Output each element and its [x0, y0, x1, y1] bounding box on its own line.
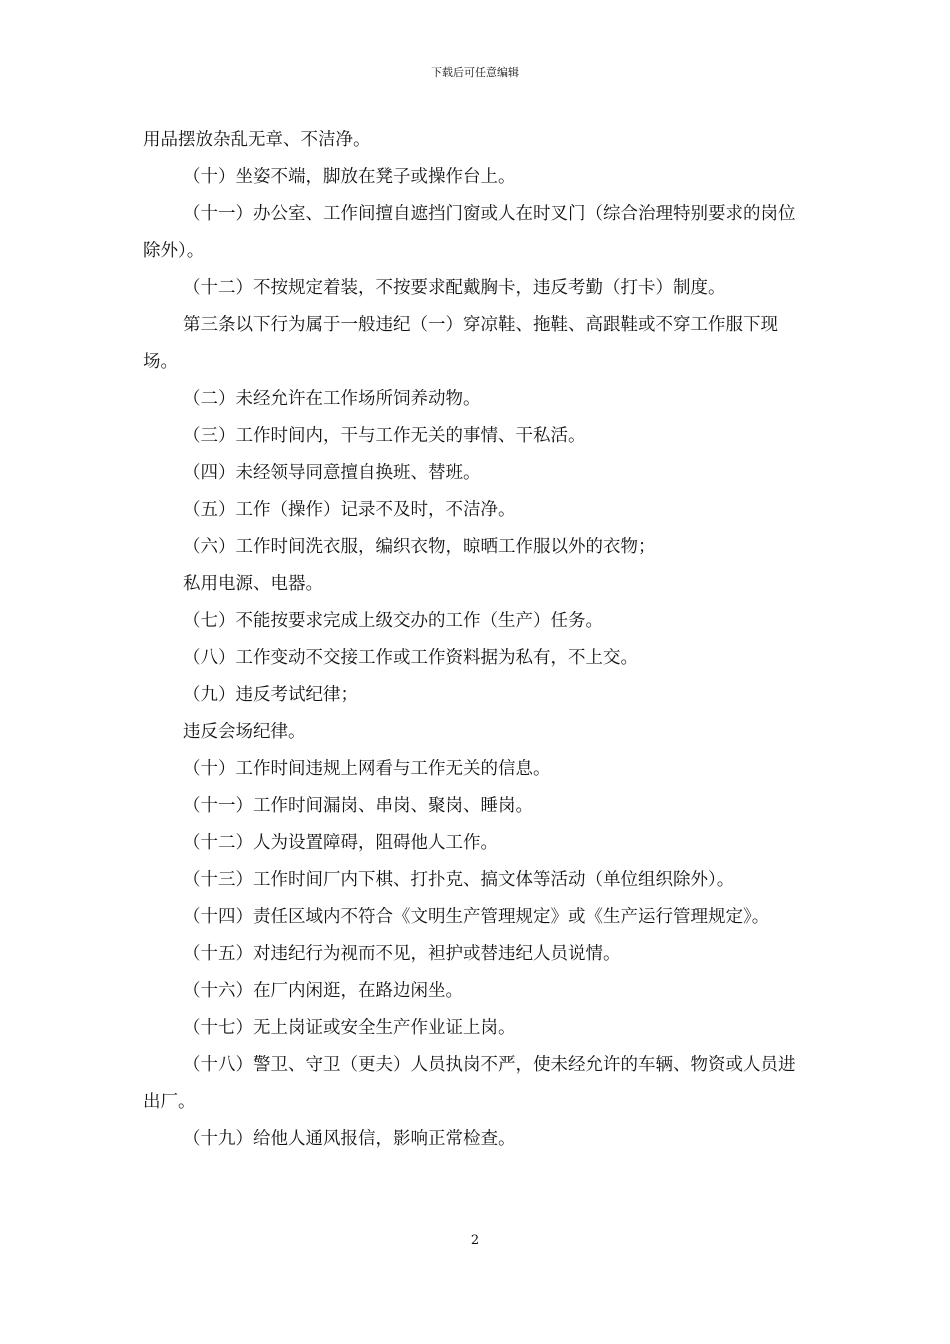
paragraph-3: （十一）办公室、工作间擅自遮挡门窗或人在时叉门（综合治理特别要求的岗位除外）。 [143, 204, 796, 261]
paragraph-16: （十）工作时间违规上网看与工作无关的信息。 [183, 759, 551, 779]
paragraph-23: （十七）无上岗证或安全生产作业证上岗。 [183, 1018, 516, 1038]
paragraph-17: （十一）工作时间漏岗、串岗、聚岗、睡岗。 [183, 796, 533, 816]
paragraph-2: （十）坐姿不端，脚放在凳子或操作台上。 [183, 167, 516, 187]
paragraph-25: （十九）给他人通风报信，影响正常检查。 [183, 1129, 516, 1149]
paragraph-13: （八）工作变动不交接工作或工作资料据为私有，不上交。 [183, 648, 638, 668]
paragraph-11: 私用电源、电器。 [183, 574, 323, 594]
paragraph-24: （十八）警卫、守卫（更夫）人员执岗不严，使未经允许的车辆、物资或人员进出厂。 [143, 1055, 796, 1112]
paragraph-9: （五）工作（操作）记录不及时，不洁净。 [183, 500, 516, 520]
paragraph-5: 第三条以下行为属于一般违纪（一）穿凉鞋、拖鞋、高跟鞋或不穿工作服下现场。 [143, 315, 778, 372]
paragraph-21: （十五）对违纪行为视而不见，袒护或替违纪人员说情。 [183, 944, 621, 964]
paragraph-18: （十二）人为设置障碍，阻碍他人工作。 [183, 833, 498, 853]
paragraph-15: 违反会场纪律。 [183, 722, 306, 742]
document-body [143, 122, 809, 1158]
page-number: 2 [470, 1233, 480, 1248]
paragraph-10: （六）工作时间洗衣服，编织衣物，晾晒工作服以外的衣物； [183, 537, 656, 557]
paragraph-19: （十三）工作时间厂内下棋、打扑克、搞文体等活动（单位组织除外）。 [183, 870, 735, 890]
page-header: 下载后可任意编辑 [431, 66, 519, 79]
paragraph-22: （十六）在厂内闲逛，在路边闲坐。 [183, 981, 463, 1001]
paragraph-12: （七）不能按要求完成上级交办的工作（生产）任务。 [183, 611, 603, 631]
paragraph-4: （十二）不按规定着装，不按要求配戴胸卡，违反考勤（打卡）制度。 [183, 278, 726, 298]
paragraph-1: 用品摆放杂乱无章、不洁净。 [143, 130, 371, 150]
paragraph-20: （十四）责任区域内不符合《文明生产管理规定》或《生产运行管理规定》。 [183, 907, 770, 927]
paragraph-8: （四）未经领导同意擅自换班、替班。 [183, 463, 481, 483]
paragraph-6: （二）未经允许在工作场所饲养动物。 [183, 389, 481, 409]
paragraph-14: （九）违反考试纪律； [183, 685, 358, 705]
paragraph-7: （三）工作时间内，干与工作无关的事情、干私活。 [183, 426, 586, 446]
